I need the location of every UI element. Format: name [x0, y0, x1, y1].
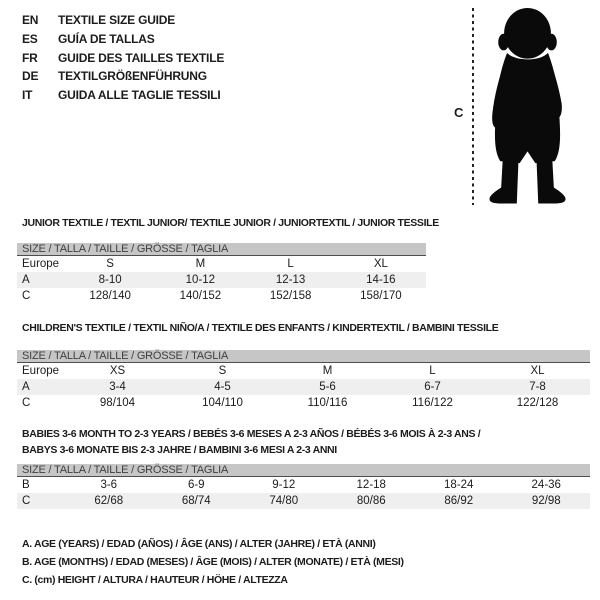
- height-measure-label: C: [454, 105, 464, 120]
- size-value: 7-8: [529, 381, 546, 393]
- size-value: 12-13: [275, 274, 306, 286]
- language-row: [22, 67, 224, 86]
- size-table-section: [17, 216, 439, 304]
- size-value: 92/98: [531, 495, 561, 507]
- guide-title: GUIDA ALLE TAGLIE TESSILI: [58, 88, 221, 103]
- size-value: 104/110: [202, 397, 243, 409]
- size-header-bar: SIZE / TALLA / TAILLE / GRÖSSE / TAGLIA: [17, 350, 590, 363]
- size-value: 4-5: [214, 381, 231, 393]
- table-row: [17, 493, 590, 509]
- language-row: [22, 30, 224, 49]
- size-header-bar: SIZE / TALLA / TAILLE / GRÖSSE / TAGLIA: [17, 243, 426, 256]
- size-value: 10-12: [185, 274, 216, 286]
- size-value: 110/116: [307, 397, 348, 409]
- language-code: ES: [22, 32, 38, 47]
- row-label: C: [22, 397, 31, 409]
- language-title-list: [22, 11, 224, 104]
- table-title: BABIES 3-6 MONTH TO 2-3 YEARS / BEBÉS 3-6 MESES A 2-3 AÑOS / BÉBÉS 3-6 MOIS À 2-3 ANS /: [22, 428, 481, 440]
- measurement-legend: [22, 535, 404, 590]
- size-table-section: [17, 321, 590, 411]
- size-value: 9-12: [272, 479, 296, 491]
- column-header: XS: [109, 365, 126, 377]
- size-value: 6-9: [187, 479, 205, 491]
- size-value: 8-10: [98, 274, 122, 286]
- language-code: DE: [22, 69, 39, 84]
- column-header: S: [218, 365, 227, 377]
- table-title: CHILDREN'S TEXTILE / TEXTIL NIÑO/A / TEXTILE DES ENFANTS / KINDERTEXTIL / BAMBINI TESSILE: [22, 322, 499, 334]
- guide-title: TEXTILE SIZE GUIDE: [58, 13, 176, 28]
- table-row: [17, 272, 426, 288]
- table-row: [17, 395, 590, 411]
- height-measure-dashed-line: [472, 8, 474, 205]
- column-header: XL: [530, 365, 545, 377]
- table-title: JUNIOR TEXTILE / TEXTIL JUNIOR/ TEXTILE JUNIOR / JUNIORTEXTIL / JUNIOR TESSILE: [22, 217, 439, 229]
- size-value: 24-36: [531, 479, 561, 491]
- row-label: A: [22, 381, 30, 393]
- column-header: XL: [373, 258, 388, 270]
- column-header: L: [287, 258, 294, 270]
- size-value: 74/80: [269, 495, 299, 507]
- region-label: Europe: [22, 258, 60, 270]
- column-header-row: [17, 256, 426, 272]
- language-row: [22, 11, 224, 30]
- size-value: 98/104: [99, 397, 136, 409]
- language-code: EN: [22, 13, 39, 28]
- size-value: 158/170: [360, 290, 402, 302]
- size-value: 18-24: [444, 479, 474, 491]
- row-label: C: [22, 290, 31, 302]
- table-row: [17, 288, 426, 304]
- column-header-row: [17, 363, 590, 379]
- size-value: 5-6: [319, 381, 336, 393]
- size-value: 122/128: [516, 397, 559, 409]
- guide-title: GUIDE DES TAILLES TEXTILE: [58, 50, 225, 65]
- column-header: M: [195, 258, 206, 270]
- legend-line: B. AGE (MONTHS) / EDAD (MESES) / ÂGE (MOIS) / ALTER (MONATE) / ETÀ (MESI): [22, 556, 404, 569]
- size-value: 12-18: [356, 479, 386, 491]
- legend-line: A. AGE (YEARS) / EDAD (AÑOS) / ÂGE (ANS) / ALTER (JAHRE) / ETÀ (ANNI): [22, 538, 376, 550]
- size-value: 140/152: [179, 290, 222, 302]
- size-header-bar: SIZE / TALLA / TAILLE / GRÖSSE / TAGLIA: [17, 464, 590, 477]
- size-value: 3-4: [109, 381, 126, 393]
- column-header: S: [106, 258, 114, 270]
- language-code: IT: [22, 88, 33, 103]
- size-value: 3-6: [100, 479, 118, 491]
- size-table-section: [17, 427, 590, 509]
- size-value: 80/86: [356, 495, 386, 507]
- row-label: B: [22, 479, 30, 491]
- table-row: [17, 379, 590, 395]
- row-label: C: [22, 495, 31, 507]
- language-row: [22, 86, 224, 105]
- language-row: [22, 48, 224, 67]
- column-header: M: [322, 365, 333, 377]
- guide-title: TEXTILGRÖßENFÜHRUNG: [58, 69, 207, 84]
- column-header: L: [429, 365, 436, 377]
- table-title: BABYS 3-6 MONATE BIS 2-3 JAHRE / BAMBINI 3-6 MESI A 2-3 ANNI: [22, 443, 337, 456]
- guide-title: GUÍA DE TALLAS: [58, 32, 155, 47]
- size-value: 152/158: [269, 290, 312, 302]
- row-label: A: [22, 274, 30, 286]
- language-code: FR: [22, 50, 38, 65]
- size-value: 68/74: [181, 495, 211, 507]
- size-value: 116/122: [412, 397, 453, 409]
- legend-line: C. (cm) HEIGHT / ALTURA / HAUTEUR / HÖHE / ALTEZZA: [22, 574, 288, 587]
- size-value: 86/92: [444, 495, 474, 507]
- size-value: 6-7: [424, 381, 441, 393]
- region-label: Europe: [22, 365, 60, 377]
- size-value: 62/68: [94, 495, 124, 507]
- baby-silhouette-icon: [481, 6, 575, 206]
- size-value: 14-16: [366, 274, 396, 286]
- size-value: 128/140: [89, 290, 131, 302]
- table-row: [17, 477, 590, 493]
